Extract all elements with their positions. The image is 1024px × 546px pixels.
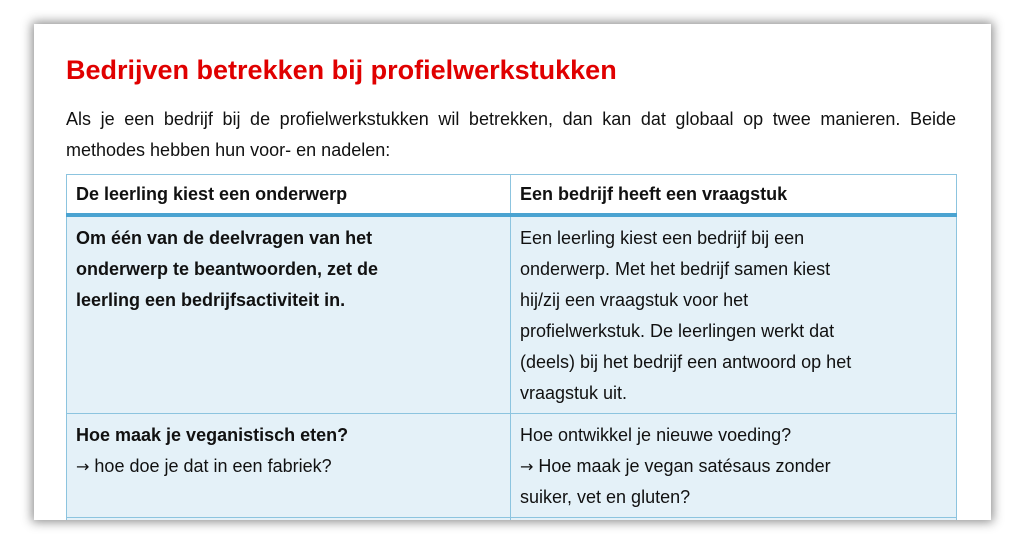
table-cell — [67, 215, 511, 414]
table-cell — [67, 518, 511, 521]
cell-text-line: vraagstuk uit. — [520, 383, 628, 403]
example-subquestion — [76, 451, 501, 482]
table-cell — [67, 414, 511, 518]
document-page — [34, 24, 991, 520]
arrow-right-icon: → — [76, 457, 90, 476]
cell-text-line: Een leerling kiest een bedrijf bij een — [520, 228, 805, 248]
cell-text-line: profielwerkstuk. De leerlingen werkt dat — [520, 321, 835, 341]
table-row — [67, 518, 957, 521]
example-subquestion — [520, 451, 947, 482]
arrow-right-icon: → — [520, 457, 534, 476]
table-row — [67, 215, 957, 414]
cell-text-line: leerling een bedrijfsactiviteit in. — [76, 290, 346, 310]
subquestion-text: Hoe maak je vegan satésaus zonder — [538, 456, 831, 476]
example-question: Hoe maak je veganistisch eten? — [76, 425, 349, 445]
example-question: Hoe ontwikkel je nieuwe voeding? — [520, 425, 792, 445]
table-cell — [511, 215, 957, 414]
column-header-company-question: Een bedrijf heeft een vraagstuk — [511, 175, 957, 216]
table-cell — [511, 414, 957, 518]
cell-text-line: onderwerp. Met het bedrijf samen kiest — [520, 259, 831, 279]
subquestion-text: suiker, vet en gluten? — [520, 487, 691, 507]
table-header-row — [67, 175, 957, 216]
column-header-student-topic: De leerling kiest een onderwerp — [67, 175, 511, 216]
cell-text-line: (deels) bij het bedrijf een antwoord op het — [520, 352, 852, 372]
table-row — [67, 414, 957, 518]
document-title: Bedrijven betrekken bij profielwerkstukken — [66, 55, 617, 85]
cell-text-line: hij/zij een vraagstuk voor het — [520, 290, 749, 310]
cell-text-line: Om één van de deelvragen van het — [76, 228, 373, 248]
cell-text-line: onderwerp te beantwoorden, zet de — [76, 259, 379, 279]
table-cell — [511, 518, 957, 521]
intro-paragraph: Als je een bedrijf bij de profielwerkstukken wil betrekken, dan kan dat globaal op twee manieren. Beide methodes hebben hun voor- en nadelen: — [66, 109, 956, 160]
comparison-table — [66, 174, 957, 520]
subquestion-text: hoe doe je dat in een fabriek? — [94, 456, 332, 476]
